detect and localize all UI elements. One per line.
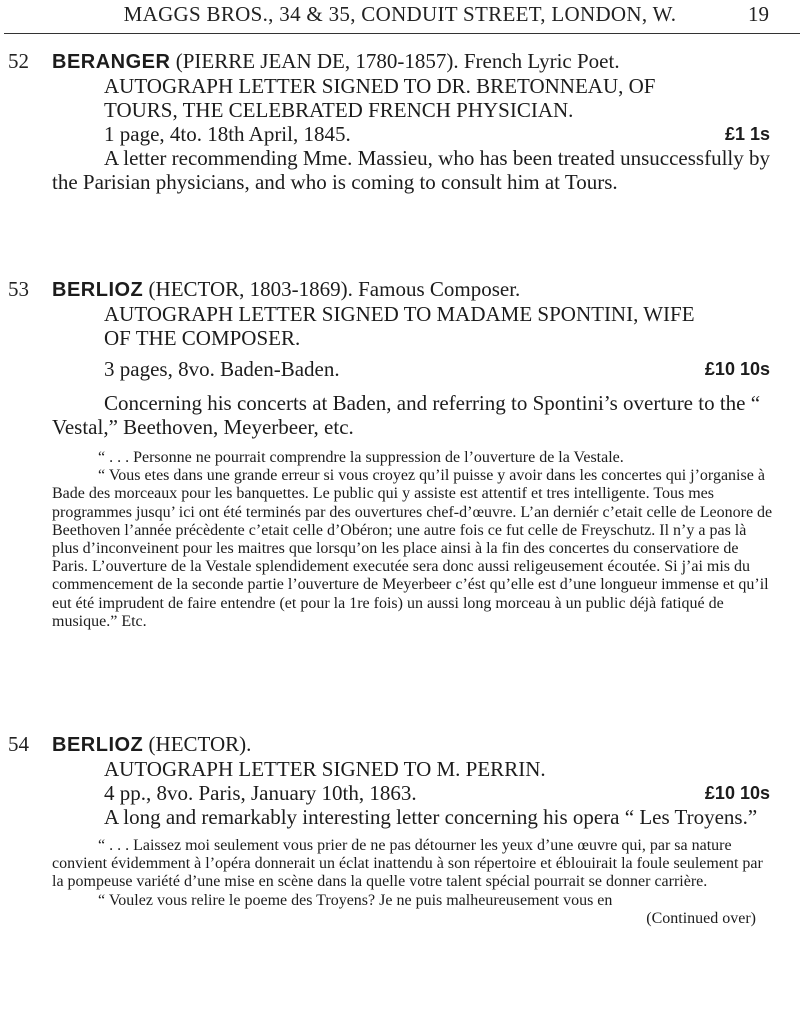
quoted-excerpt: “ . . . Personne ne pourrait comprendre la suppression de l’ouverture de la Vestale. <box>98 449 624 466</box>
item-details: 3 pages, 8vo. Baden-Baden. <box>104 357 340 381</box>
quoted-excerpt: “ . . . Laissez moi seulement vous prier de ne pas détourner les yeux d’une œuvre qui, par sa nature convient évidemment à l’opéra donnerait un éclat inattendu à son répertoire et éblouirait la foule seulement par la pompeuse variété d’une mise en scène dans la quelle votre talent spécial pourrait se donner carrière. <box>52 837 763 891</box>
author-name: BERLIOZ <box>52 279 144 301</box>
author-dates: (HECTOR, 1803-1869). Famous Composer. <box>143 277 521 301</box>
entry-number: 53 <box>8 277 29 301</box>
entry-heading <box>52 732 776 757</box>
quoted-excerpt: “ Vous etes dans une grande erreur si vous croyez qu’il puisse y avoir dans les concertes qui j’organise à Bade des morceaux pour les banquettes. Le public qui y assiste est attentif et tres intelligente. Tous mes programmes jusqu’ ici ont été terminés par des ouvertures chef-d’œuvre. L’an derniér c’etait celle de Leonore de Beethoven l’année précèdente c’etait celle d’Obéron; une autre fois ce fut celle de Freyschutz. Il n’y a pas là plus d’inconveinent pour les maitres que lorsqu’on les place ainsi à la fin des concertes du conservatiore de Paris. L’ouverture de la Vestale splendidement executée sera donc aussi religeusement écoutée. Si j’ai mis du commencement de la seconde partie l’ouverture de Meyerbeer c’ést qu’elle est d’une longueur immense et qu’il eut été imprudent de faire entendre (et pour la 1re fois) un aussi long morceau à un public déjà fatiqué de musique.” Etc. <box>52 467 773 630</box>
author-name: BERLIOZ <box>52 734 144 756</box>
entry-number: 52 <box>8 49 29 73</box>
item-details: 1 page, 4to. 18th April, 1845. <box>104 122 351 146</box>
item-description: A long and remarkably interesting letter concerning his opera “ Les Troyens.” <box>104 805 758 829</box>
page-header <box>0 0 800 40</box>
item-description: A letter recommending Mme. Massieu, who has been treated unsuccessfully by the Parisian physicians, and who is coming to consult him at Tours. <box>52 146 770 194</box>
author-dates: (PIERRE JEAN DE, 1780-1857). French Lyric Poet. <box>170 49 620 73</box>
item-description: Concerning his concerts at Baden, and referring to Spontini’s overture to the “ Vestal,” Beethoven, Meyerbeer, etc. <box>52 391 761 439</box>
item-details-row <box>52 122 776 146</box>
page-number: 19 <box>748 2 769 26</box>
author-dates: (HECTOR). <box>143 732 252 756</box>
item-price: £10 10s <box>704 359 770 379</box>
item-price: £1 1s <box>724 124 770 144</box>
entry-heading <box>52 49 776 74</box>
item-details: 4 pp., 8vo. Paris, January 10th, 1863. <box>104 781 417 805</box>
quoted-excerpt: “ Voulez vous relire le poeme des Troyens? Je ne puis malheureusement vous en <box>98 891 613 909</box>
item-title-line: AUTOGRAPH LETTER SIGNED TO M. PERRIN. <box>104 757 546 781</box>
item-title-line: AUTOGRAPH LETTER SIGNED TO DR. BRETONNEAU, OF <box>104 74 656 98</box>
continued-note: (Continued over) <box>646 909 756 927</box>
item-title-line: AUTOGRAPH LETTER SIGNED TO MADAME SPONTINI, WIFE <box>104 302 695 326</box>
entry-body <box>52 732 776 928</box>
item-title-line: OF THE COMPOSER. <box>104 326 301 350</box>
item-title-line: TOURS, THE CELEBRATED FRENCH PHYSICIAN. <box>104 98 574 122</box>
author-name: BERANGER <box>52 51 171 73</box>
item-details-row <box>52 357 776 381</box>
item-details-row <box>52 781 776 805</box>
header-rule <box>4 33 800 34</box>
entry-body <box>52 49 776 194</box>
entry-number: 54 <box>8 732 29 756</box>
entry-body <box>52 277 776 631</box>
running-title: MAGGS BROS., 34 & 35, CONDUIT STREET, LONDON, W. <box>123 2 677 26</box>
entry-heading <box>52 277 776 302</box>
item-price: £10 10s <box>704 783 770 803</box>
